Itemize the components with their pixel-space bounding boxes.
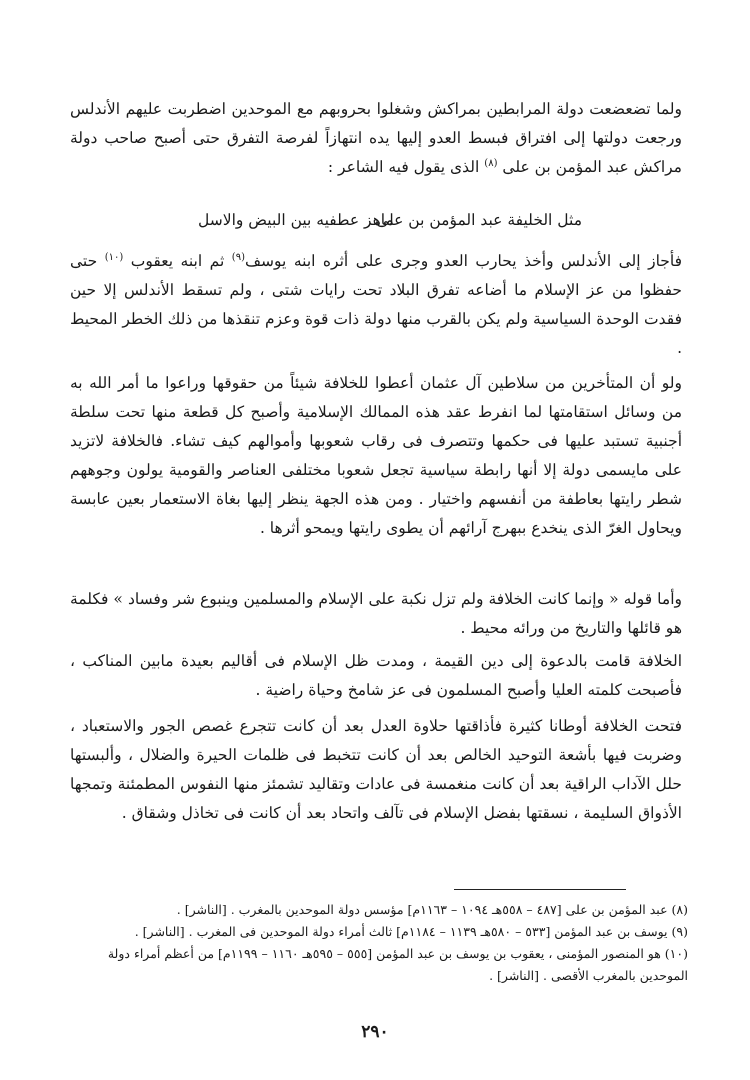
paragraph-2-tail: حتى حفظوا من عز الإسلام ما أضاعه تفرق البلاد تحت رايات شتى ، ولم تسقط الأندلس إلا حين فقدت الوحدة السياسية ولم يكن بالقرب منها دولة ذات قوة وعزم تنقذها من ذلك الخطر المحيط . <box>70 252 682 357</box>
paragraph-2-text: فأجاز إلى الأندلس وأخذ يحارب العدو وجرى على أثره ابنه يوسف <box>244 252 683 270</box>
verse-second-hemistich: ماهز عطفيه بين البيض والاسل <box>198 211 394 229</box>
paragraph-3: ولو أن المتأخرين من سلاطين آل عثمان أعطوا للخلافة شيئاً من حقوقها وراعوا ما أمر الله به من وسائل استقامتها لما انفرط عقد هذه الممالك الإسلامية وأصبح كل قطعة منها تحت سلطة أجنبية تستبد عليها فى حكمها وتتصرف فى رقاب شعوبها وأموالهم كيف تشاء. فالخلافة لاتزيد على مايسمى دولة إلا أنها رابطة سياسية تجعل شعوبا مختلفى العناصر والقومية يولون وجوههم شطر رايتها بعاطفة من أنفسهم واختيار . ومن هذه الجهة ينظر إليها بغاة الاستعمار بعين عابسة ويحاول الغرّ الذى ينخدع ببهرج آرائهم أن يطوى رايتها ويمحو أثرها . <box>70 374 682 537</box>
footnote-9: (٩) يوسف بن عبد المؤمن [٥٣٣ – ٥٨٠هـ ١١٣٩ – ١١٨٤م] ثالث أمراء دولة الموحدين فى المغرب . [الناشر] . <box>134 924 688 939</box>
footnote-separator <box>454 889 626 890</box>
footnote-ref-9: (٩) <box>231 251 245 263</box>
footnote-ref-8: (٨) <box>484 157 498 169</box>
footnotes <box>68 899 688 987</box>
paragraph-1-text: ولما تضعضعت دولة المرابطين بمراكش وشغلوا بحروبهم مع الموحدين اضطربت عليهم الأندلس ورجعت دولتها إلى افتراق فبسط العدو إليها يده انتهازاً لفرصة التفرق حتى أصبح صاحب دولة مراكش عبد المؤمن بن على <box>70 100 682 176</box>
paragraph-5: الخلافة قامت بالدعوة إلى دين القيمة ، ومدت ظل الإسلام فى أقاليم بعيدة مابين المناكب ، فأصبحت كلمته العليا وأصبح المسلمون فى عز شامخ وحياة راضية . <box>70 652 682 699</box>
footnote-10: (١٠) هو المنصور المؤمنى ، يعقوب بن يوسف بن عبد المؤمن [٥٥٥ – ٥٩٥هـ ١١٦٠ – ١١٩٩م] من أعظم أمراء دولة الموحدين بالمغرب الأقصى . [الناشر] . <box>107 946 688 983</box>
verse-first-hemistich: مثل الخليفة عبد المؤمن بن على <box>376 211 582 229</box>
page-number: ٢٩٠ <box>361 1022 389 1042</box>
paragraph-1 <box>70 95 682 182</box>
paragraph-1-tail: الذى يقول فيه الشاعر : <box>327 158 480 176</box>
poem-verse <box>70 206 682 235</box>
paragraph-6: فتحت الخلافة أوطانا كثيرة فأذاقتها حلاوة العدل بعد أن كانت تتجرع غصص الجور والاستعباد ، وضربت فيها بأشعة التوحيد الخالص بعد أن كانت تتخبط فى ظلمات الحيرة والضلال ، وألبستها حلل الآداب الراقية بعد أن كانت منغمسة فى عادات وتقاليد تشمئز منها النفوس المطمئنة وتمجها الأذواق السليمة ، نسقتها بفضل الإسلام فى تآلف واتحاد بعد أن كانت فى تخاذل وشقاق . <box>70 717 682 822</box>
paragraph-4: وأما قوله « وإنما كانت الخلافة ولم تزل نكبة على الإسلام والمسلمين وينبوع شر وفساد » فكلمة هو قائلها والتاريخ من ورائه محيط . <box>70 590 682 637</box>
footnote-8: (٨) عبد المؤمن بن على [٤٨٧ – ٥٥٨هـ ١٠٩٤ – ١١٦٣م] مؤسس دولة الموحدين بالمغرب . [الناشر] . <box>176 902 688 917</box>
paragraph-2-mid: ثم ابنه يعقوب <box>130 252 225 270</box>
paragraph-2 <box>70 247 682 363</box>
footnote-ref-10: (١٠) <box>104 251 124 263</box>
